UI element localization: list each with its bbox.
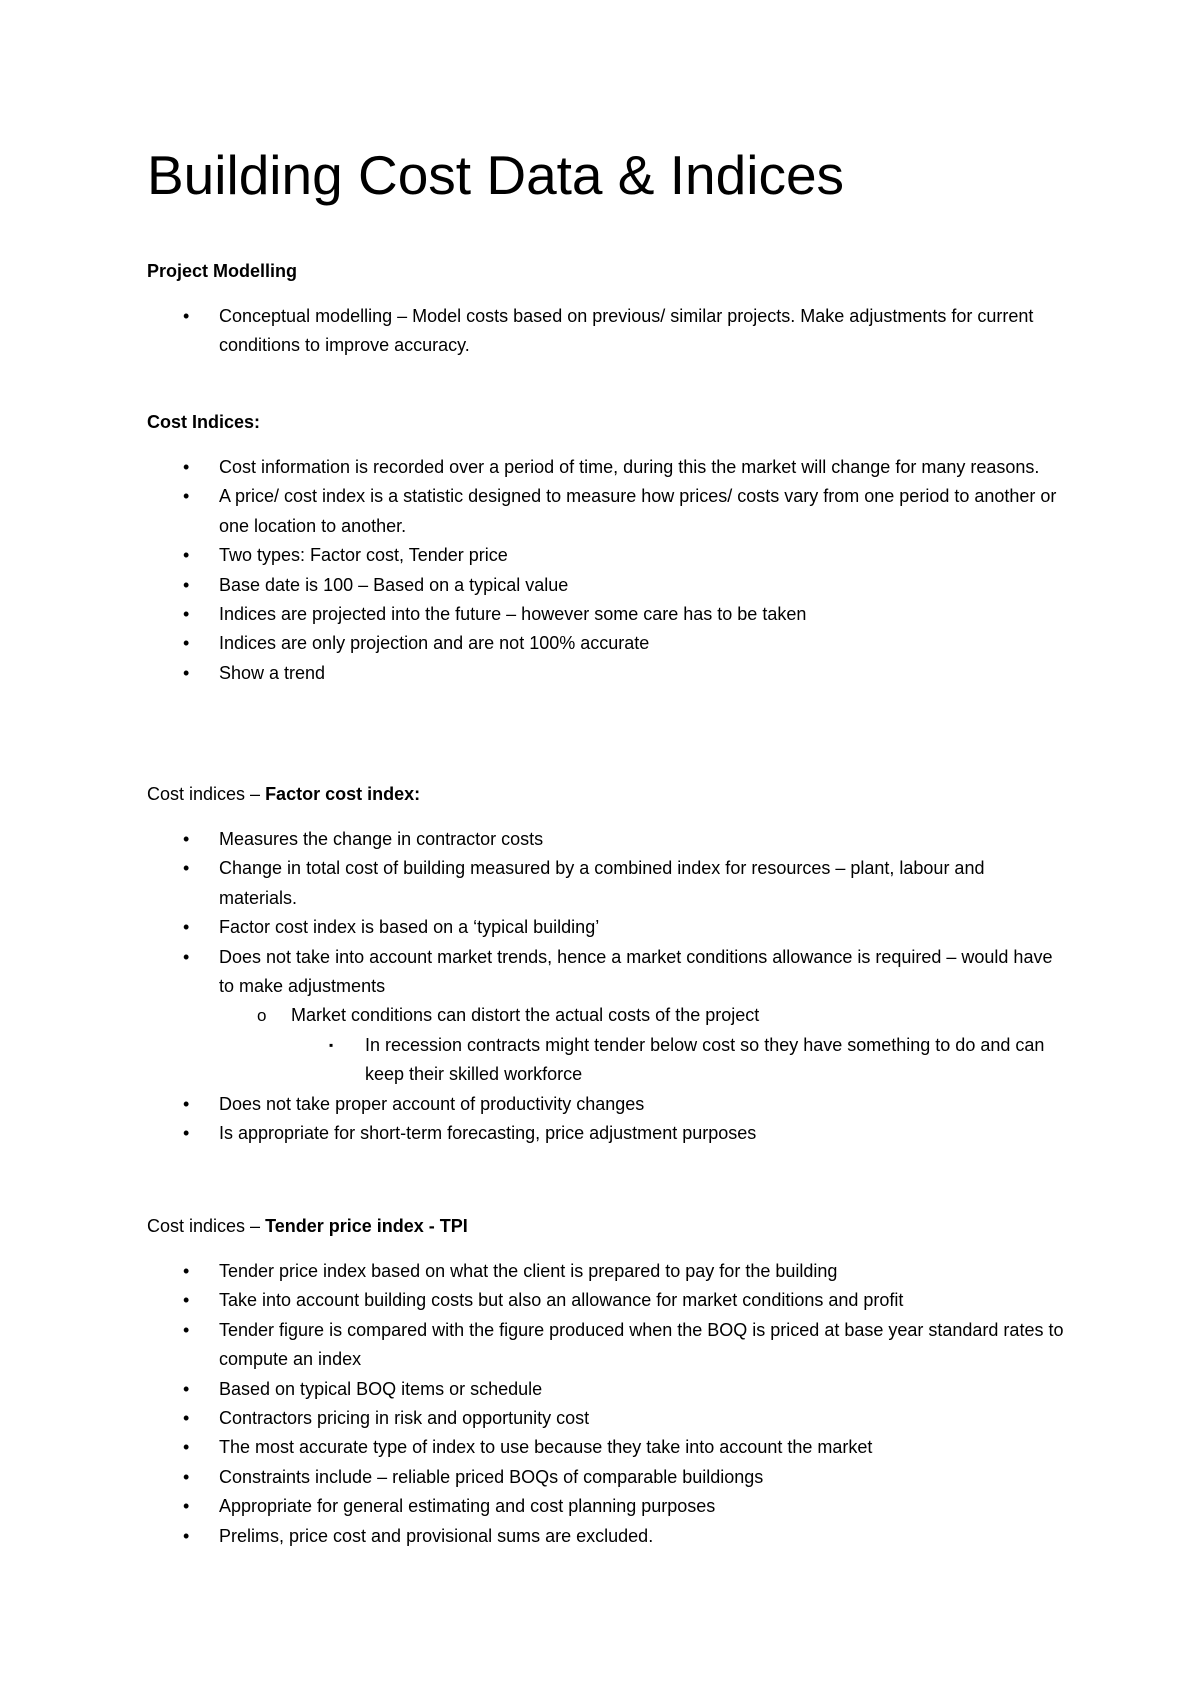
list-item (147, 1522, 1067, 1551)
bullet-marker: • (183, 1319, 190, 1340)
bullet-marker: • (183, 1290, 190, 1311)
list-item (147, 1119, 1067, 1148)
list-item (147, 629, 1067, 658)
heading-prefix: Cost indices – (147, 784, 261, 804)
section-tender-price-index (147, 1212, 1067, 1551)
section-factor-cost-index (147, 780, 1067, 1148)
list-item-text: Factor cost index is based on a ‘typical building’ (219, 917, 600, 938)
list-item-text: In recession contracts might tender below cost so they have something to do and can keep their skilled workforce (365, 1034, 1045, 1085)
list-item (147, 659, 1067, 688)
bullet-marker: • (183, 1496, 190, 1517)
bullet-marker: • (183, 545, 190, 566)
list-item-text: Conceptual modelling – Model costs based on previous/ similar projects. Make adjustments for current conditions to improve accuracy. (219, 306, 1034, 356)
list-item (147, 1286, 1067, 1315)
bullet-marker: • (183, 1408, 190, 1429)
bullet-marker: • (183, 1378, 190, 1399)
circle-marker: o (257, 1006, 267, 1026)
list-item-text: Prelims, price cost and provisional sums are excluded. (219, 1525, 654, 1546)
list-item-text: Constraints include – reliable priced BOQs of comparable buildiongs (219, 1466, 764, 1487)
list-item (147, 825, 1067, 854)
list-item-text: Tender price index based on what the client is prepared to pay for the building (219, 1261, 838, 1281)
list-item (147, 1433, 1067, 1462)
section-heading (147, 1212, 1067, 1241)
list-item-text: Is appropriate for short-term forecasting, price adjustment purposes (219, 1123, 757, 1144)
list-item (147, 1492, 1067, 1521)
list-item (147, 453, 1067, 482)
bullet-marker: • (183, 457, 190, 477)
bullet-marker: • (183, 1093, 190, 1114)
bullet-marker: • (183, 1466, 190, 1487)
list-item-text: Tender figure is compared with the figure produced when the BOQ is priced at base year standard rates to compute an index (219, 1319, 1064, 1370)
bullet-marker: • (183, 662, 190, 683)
section-heading: Cost Indices: (147, 412, 261, 432)
list-item (147, 1001, 1067, 1030)
bullet-list (147, 1257, 1067, 1551)
bullet-marker: • (183, 306, 190, 326)
list-item-text: Does not take into account market trends, hence a market conditions allowance is required – would have to make adjustments (219, 946, 1053, 997)
list-item-text: Contractors pricing in risk and opportunity cost (219, 1408, 590, 1429)
list-item-text: Cost information is recorded over a period of time, during this the market will change for many reasons. (219, 457, 1040, 477)
section-cost-indices (147, 408, 1067, 688)
list-item (147, 1257, 1067, 1286)
bullet-marker: • (183, 1525, 190, 1546)
section-heading: Project Modelling (147, 261, 298, 281)
bullet-marker: • (183, 1261, 190, 1281)
list-item (147, 1463, 1067, 1492)
list-item-text: Take into account building costs but also an allowance for market conditions and profit (219, 1290, 904, 1311)
bullet-marker: • (183, 858, 190, 879)
list-item (147, 1375, 1067, 1404)
list-item (147, 541, 1067, 570)
heading-suffix: Factor cost index: (260, 784, 421, 804)
bullet-list (147, 302, 1067, 361)
list-item-text: Measures the change in contractor costs (219, 829, 544, 849)
bullet-marker: • (183, 1437, 190, 1458)
list-item (147, 482, 1067, 541)
square-marker: ▪ (329, 1037, 334, 1052)
list-item-text: The most accurate type of index to use because they take into account the market (219, 1437, 873, 1458)
section-project-modelling (147, 257, 1067, 361)
bullet-marker: • (183, 1123, 190, 1144)
bullet-marker: • (183, 946, 190, 967)
heading-prefix: Cost indices – (147, 1216, 261, 1236)
list-item-text: A price/ cost index is a statistic designed to measure how prices/ costs vary from one period to another or one location to another. (219, 486, 1057, 536)
list-item-text: Two types: Factor cost, Tender price (219, 545, 508, 566)
bullet-list (147, 453, 1067, 688)
bullet-marker: • (183, 829, 190, 849)
list-item-text: Show a trend (219, 662, 326, 683)
list-item (147, 1404, 1067, 1433)
list-item-text: Based on typical BOQ items or schedule (219, 1378, 543, 1399)
list-item (147, 1031, 1067, 1090)
bullet-marker: • (183, 574, 190, 595)
list-item (147, 1316, 1067, 1375)
list-item-text: Indices are projected into the future – however some care has to be taken (219, 604, 807, 625)
bullet-marker: • (183, 604, 190, 625)
list-item (147, 854, 1067, 913)
heading-suffix: Tender price index - TPI (260, 1216, 468, 1236)
list-item-text: Appropriate for general estimating and cost planning purposes (219, 1496, 716, 1517)
bullet-marker: • (183, 633, 190, 654)
list-item-text: Indices are only projection and are not 100% accurate (219, 633, 650, 654)
document-title: Building Cost Data & Indices (147, 144, 845, 206)
list-item (147, 571, 1067, 600)
bullet-list (147, 825, 1067, 1148)
list-item (147, 600, 1067, 629)
list-item-text: Base date is 100 – Based on a typical value (219, 574, 569, 595)
bullet-marker: • (183, 917, 190, 938)
list-item (147, 302, 1067, 361)
list-item-text: Market conditions can distort the actual costs of the project (291, 1005, 760, 1026)
list-item (147, 913, 1067, 942)
list-item-text: Does not take proper account of productivity changes (219, 1093, 645, 1114)
section-heading (147, 780, 1067, 809)
list-item (147, 943, 1067, 1002)
bullet-marker: • (183, 486, 190, 507)
list-item-text: Change in total cost of building measured by a combined index for resources – plant, labour and materials. (219, 858, 985, 908)
list-item (147, 1090, 1067, 1119)
